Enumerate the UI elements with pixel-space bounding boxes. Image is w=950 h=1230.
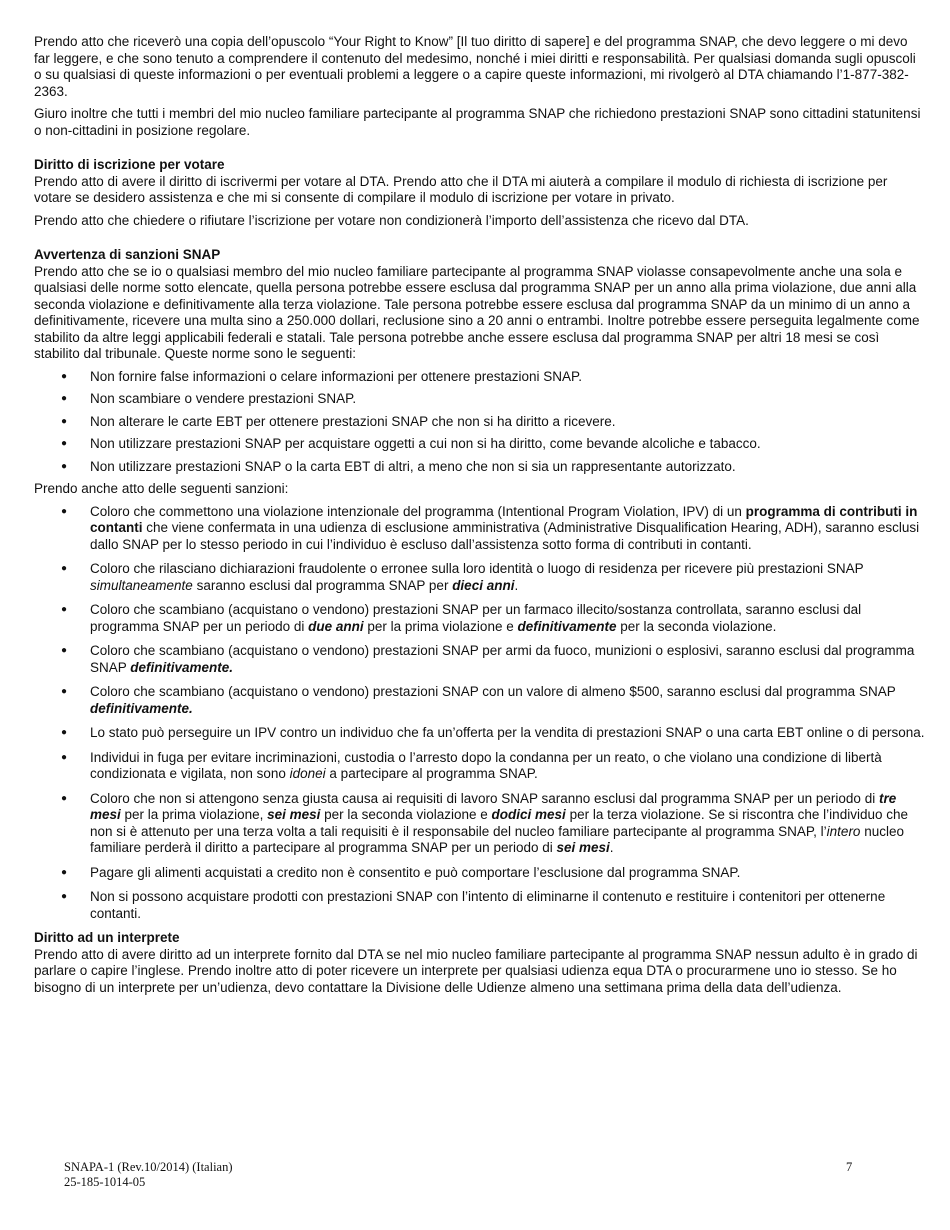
body-paragraph: Prendo atto che chiedere o rifiutare l’iscrizione per votare non condizionerà l’importo dell’assistenza che ricevo dal DTA.: [34, 212, 749, 228]
penalties-section: [34, 247, 926, 922]
body-paragraph: Prendo atto di avere diritto ad un interprete fornito dal DTA se nel mio nucleo familiare partecipante al programma SNAP nessun adulto è in grado di parlare o capire l’inglese. Prendo inoltre atto di poter ricevere un interprete per qualsiasi udienza equa DTA o procurarmene uno io stesso. Se ho bisogno di un interprete per un’udienza, devo contattare la Divisione delle Udienze almeno una settimana prima della data dell’udienza.: [34, 946, 918, 995]
intro-paragraph: Giuro inoltre che tutti i membri del mio nucleo familiare partecipante al programma SNAP che richiedono prestazioni SNAP sono cittadini statunitensi o non-cittadini in posizione regolare.: [34, 106, 921, 138]
list-item: ● Lo stato può perseguire un IPV contro un individuo che fa un’offerta per la vendita di prestazioni SNAP o una carta EBT online o di persona.: [34, 725, 926, 742]
list-item: ● Coloro che non si attengono senza giusta causa ai requisiti di lavoro SNAP saranno esclusi dal programma SNAP per un periodo di tre mesi per la prima violazione, sei mesi per la seconda violazione e dodici mesi per la terza violazione. Se si riscontra che l’individuo che non si è attenuto per una terza volta a tali requisiti è il responsabile del nucleo familiare partecipante al programma SNAP, l’intero nucleo familiare perderà il diritto a partecipare al programma SNAP per un periodo di sei mesi.: [34, 791, 926, 857]
body-paragraph: Prendo atto che se io o qualsiasi membro del mio nucleo familiare partecipante al programma SNAP violasse consapevolmente anche una sola e qualsiasi delle norme sotto elencate, quella persona potrebbe essere esclusa dal programma SNAP per un anno alla prima violazione, due anni alla seconda violazione e definitivamente alla terza violazione. Tale persona potrebbe essere esclusa dal programma SNAP da un minimo di un anno a definitivamente, ricevere una multa sino a 250.000 dollari, reclusione sino a 20 anni o entrambi. Inoltre potrebbe essere perseguita legalmente come stabilito da altre leggi applicabili federali e statali. Tale persona potrebbe anche essere esclusa dal programma SNAP per altri 18 mesi se così stabilito dal tribunale. Queste norme sono le seguenti:: [34, 263, 920, 361]
list-item: ● Coloro che scambiano (acquistano o vendono) prestazioni SNAP per armi da fuoco, munizioni o esplosivi, saranno esclusi dal programma SNAP definitivamente.: [34, 643, 926, 676]
sanctions-list: [34, 504, 926, 923]
list-item: ● Coloro che rilasciano dichiarazioni fraudolente o erronee sulla loro identità o luogo di residenza per ricevere più prestazioni SNAP simultaneamente saranno esclusi dal programma SNAP per dieci anni.: [34, 561, 926, 594]
page-number: 7: [846, 1160, 853, 1174]
body-paragraph: Prendo anche atto delle seguenti sanzioni:: [34, 481, 289, 496]
list-item: ● Non si possono acquistare prodotti con prestazioni SNAP con l’intento di eliminarne il contenuto e restituire i contenitori per ottenerne contanti.: [34, 889, 926, 922]
list-item: ● Non fornire false informazioni o celare informazioni per ottenere prestazioni SNAP.: [34, 369, 926, 386]
list-item: ● Coloro che scambiano (acquistano o vendono) prestazioni SNAP con un valore di almeno $500, saranno esclusi dal programma SNAP definitivamente.: [34, 684, 926, 717]
list-item: ● Non utilizzare prestazioni SNAP o la carta EBT di altri, a meno che non si sia un rappresentante autorizzato.: [34, 459, 926, 476]
document-page: [34, 34, 926, 1002]
list-item: ● Coloro che commettono una violazione intenzionale del programma (Intentional Program Violation, IPV) di un programma di contributi in contanti che viene confermata in una udienza di esclusione amministrativa (Administrative Disqualification Hearing, ADH), saranno esclusi dallo SNAP per lo stesso periodo in cui l’individuo è escluso dall’assistenza sotto forma di contributi in contanti.: [34, 504, 926, 554]
body-paragraph: Prendo atto di avere il diritto di iscrivermi per votare al DTA. Prendo atto che il DTA mi aiuterà a compilare il modulo di richiesta di iscrizione per votare se desidero assistenza e che mi si consente di compilare il modulo di iscrizione per votare in privato.: [34, 173, 888, 205]
interpreter-section: [34, 930, 926, 996]
section-title: Avvertenza di sanzioni SNAP: [34, 247, 221, 262]
list-item: ● Non utilizzare prestazioni SNAP per acquistare oggetti a cui non si ha diritto, come bevande alcoliche e tabacco.: [34, 436, 926, 453]
intro-paragraph: Prendo atto che riceverò una copia dell’opuscolo “Your Right to Know” [Il tuo diritto di sapere] e del programma SNAP, che devo leggere o mi devo far leggere, e che sono tenuto a comprendere il contenuto del medesimo, nonché i miei diritti e responsabilità. Per qualsiasi domanda sugli opuscoli o su qualsiasi di queste informazioni o per eventuali problemi a leggere o a capire queste informazioni, mi rivolgerò al DTA chiamando l’1-877-382-2363.: [34, 34, 916, 99]
rules-list: [34, 369, 926, 476]
list-item: ● Non scambiare o vendere prestazioni SNAP.: [34, 391, 926, 408]
voter-registration-section: [34, 157, 926, 229]
form-footer: [64, 1160, 233, 1190]
section-title: Diritto ad un interprete: [34, 930, 180, 945]
form-code: 25-185-1014-05: [64, 1175, 146, 1189]
list-item: ● Coloro che scambiano (acquistano o vendono) prestazioni SNAP per un farmaco illecito/sostanza controllata, saranno esclusi dal programma SNAP per un periodo di due anni per la prima violazione e definitivamente per la seconda violazione.: [34, 602, 926, 635]
form-id: SNAPA-1 (Rev.10/2014) (Italian): [64, 1160, 233, 1174]
list-item: ● Pagare gli alimenti acquistati a credito non è consentito e può comportare l’esclusione dal programma SNAP.: [34, 865, 926, 882]
section-title: Diritto di iscrizione per votare: [34, 157, 225, 172]
list-item: ● Non alterare le carte EBT per ottenere prestazioni SNAP che non si ha diritto a ricevere.: [34, 414, 926, 431]
list-item: ● Individui in fuga per evitare incriminazioni, custodia o l’arresto dopo la condanna per un reato, o che violano una condizione di libertà condizionata e vigilata, non sono idonei a partecipare al programma SNAP.: [34, 750, 926, 783]
